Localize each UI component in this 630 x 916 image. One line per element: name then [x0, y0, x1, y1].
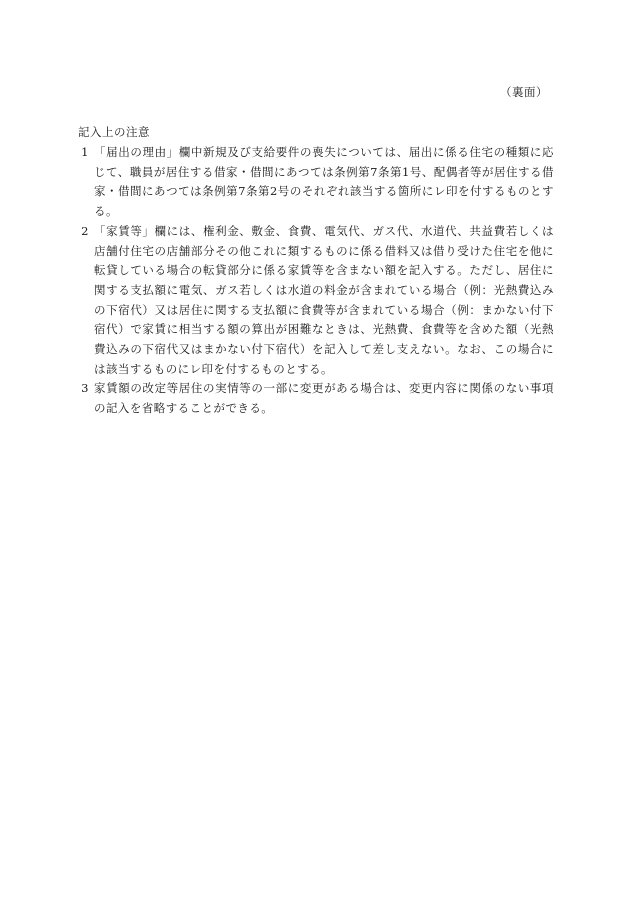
note-number: 1: [81, 145, 89, 159]
notes-list: [78, 143, 554, 419]
page-side-label: （裏面）: [500, 85, 548, 99]
section-heading: 記入上の注意: [78, 125, 150, 139]
note-item-2: [78, 222, 554, 380]
note-number: 3: [81, 381, 89, 396]
note-text: 「家賃等」欄には、権利金、敷金、食費、電気代、ガス代、水道代、共益費若しくは店舗付住宅の店舗部分その他これに類するものに係る借料又は借り受けた住宅を他に転貸している場合の転貸部分に係る家賃等を含まない額を記入する。ただし、居住に関する支払額に電気、ガス若しくは水道の料金が含まれている場合（例：光熱費込みの下宿代）又は居住に関する支払額に食費等が含まれている場合（例：まかない付下宿代）で家賃に相当する額の算出が困難なときは、光熱費、食費等を含めた額（光熱費込みの下宿代又はまかない付下宿代）を記入して差し支えない。なお、この場合には該当するものにレ印を付するものとする。: [94, 223, 554, 376]
note-text: 家賃額の改定等居住の実情等の一部に変更がある場合は、変更内容に関係のない事項の記入を省略することができる。: [94, 381, 554, 416]
note-item-3: [78, 379, 554, 418]
note-text: 「届出の理由」欄中新規及び支給要件の喪失については、届出に係る住宅の種類に応じて、職員が居住する借家・借間にあつては条例第7条第1号、配偶者等が居住する借家・借間にあつては条例第7条第2号のそれぞれ該当する箇所にレ印を付するものとする。: [94, 145, 554, 219]
note-item-1: [78, 143, 554, 222]
note-number: 2: [81, 223, 89, 238]
